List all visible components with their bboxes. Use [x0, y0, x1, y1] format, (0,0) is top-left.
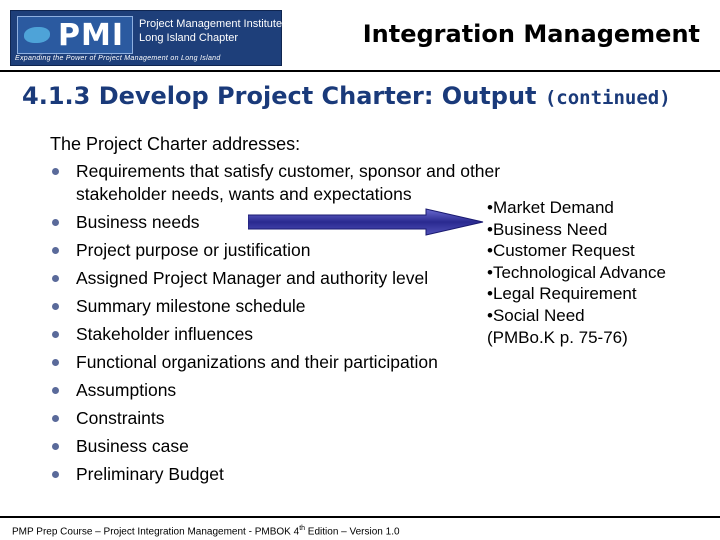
bullet-icon	[52, 275, 59, 282]
long-island-map-icon	[24, 27, 50, 43]
list-item: •Technological Advance	[487, 262, 666, 282]
bullet-icon	[52, 219, 59, 226]
footer-superscript: th	[299, 525, 306, 532]
list-item-label: Project purpose or justification	[76, 240, 311, 260]
list-item	[50, 379, 520, 407]
list-item-label: Business needs	[76, 212, 200, 232]
footer-text	[12, 525, 400, 537]
list-item: •Market Demand	[487, 198, 614, 217]
header-divider	[0, 70, 720, 72]
intro-text: The Project Charter addresses:	[50, 134, 301, 154]
bullet-icon	[52, 247, 59, 254]
footer-text-main: PMP Prep Course – Project Integration Management - PMBOK 4	[12, 526, 300, 538]
list-item	[50, 463, 520, 491]
arrow-right-icon	[248, 208, 484, 236]
list-item: •Customer Request	[487, 241, 635, 261]
bullet-icon	[52, 303, 59, 310]
bullet-icon	[52, 359, 59, 366]
list-item	[50, 160, 520, 211]
list-item-label: Assigned Project Manager and authority level	[76, 268, 429, 288]
logo-mark-text: PMI	[58, 18, 125, 53]
slide-title-suffix: (continued)	[544, 87, 671, 109]
logo-chapter-name: Long Island Chapter	[139, 32, 239, 44]
list-item: •Social Need	[487, 305, 585, 325]
footer-text-edition: Edition – Version 1.0	[305, 526, 400, 538]
list-item-label: Requirements that satisfy customer, sponsor and other stakeholder needs, wants and expectations	[76, 161, 501, 204]
list-item-label: Assumptions	[76, 380, 177, 400]
list-item-label: Constraints	[76, 408, 165, 428]
list-item	[50, 435, 520, 463]
list-item	[50, 407, 520, 435]
header-title: Integration Management	[362, 20, 700, 48]
list-item: (PMBo.K p. 75-76)	[487, 327, 628, 347]
list-item: •Business Need	[487, 219, 608, 239]
list-item: •Legal Requirement	[487, 284, 637, 304]
list-item-label: Preliminary Budget	[76, 464, 224, 484]
slide-title	[22, 82, 671, 110]
bullet-icon	[52, 415, 59, 422]
logo-org-name: Project Management Institute	[139, 18, 283, 30]
list-item	[50, 239, 520, 267]
bullet-icon	[52, 387, 59, 394]
footer-divider	[0, 516, 720, 518]
list-item	[50, 267, 520, 295]
business-needs-list	[487, 197, 666, 348]
slide-title-main: 4.1.3 Develop Project Charter: Output	[22, 82, 537, 110]
logo-tagline: Expanding the Power of Project Management on Long Island	[15, 55, 221, 62]
bullet-icon	[52, 331, 59, 338]
list-item-label: Summary milestone schedule	[76, 296, 306, 316]
list-item	[50, 351, 520, 379]
list-item	[50, 295, 520, 323]
bullet-icon	[52, 443, 59, 450]
bullet-icon	[52, 471, 59, 478]
list-item-label: Business case	[76, 436, 189, 456]
list-item	[50, 323, 520, 351]
pmi-logo-mark	[17, 16, 133, 54]
list-item-label: Stakeholder influences	[76, 324, 254, 344]
pmi-logo	[10, 10, 282, 66]
bullet-icon	[52, 168, 59, 175]
list-item-label: Functional organizations and their participation	[76, 352, 438, 372]
